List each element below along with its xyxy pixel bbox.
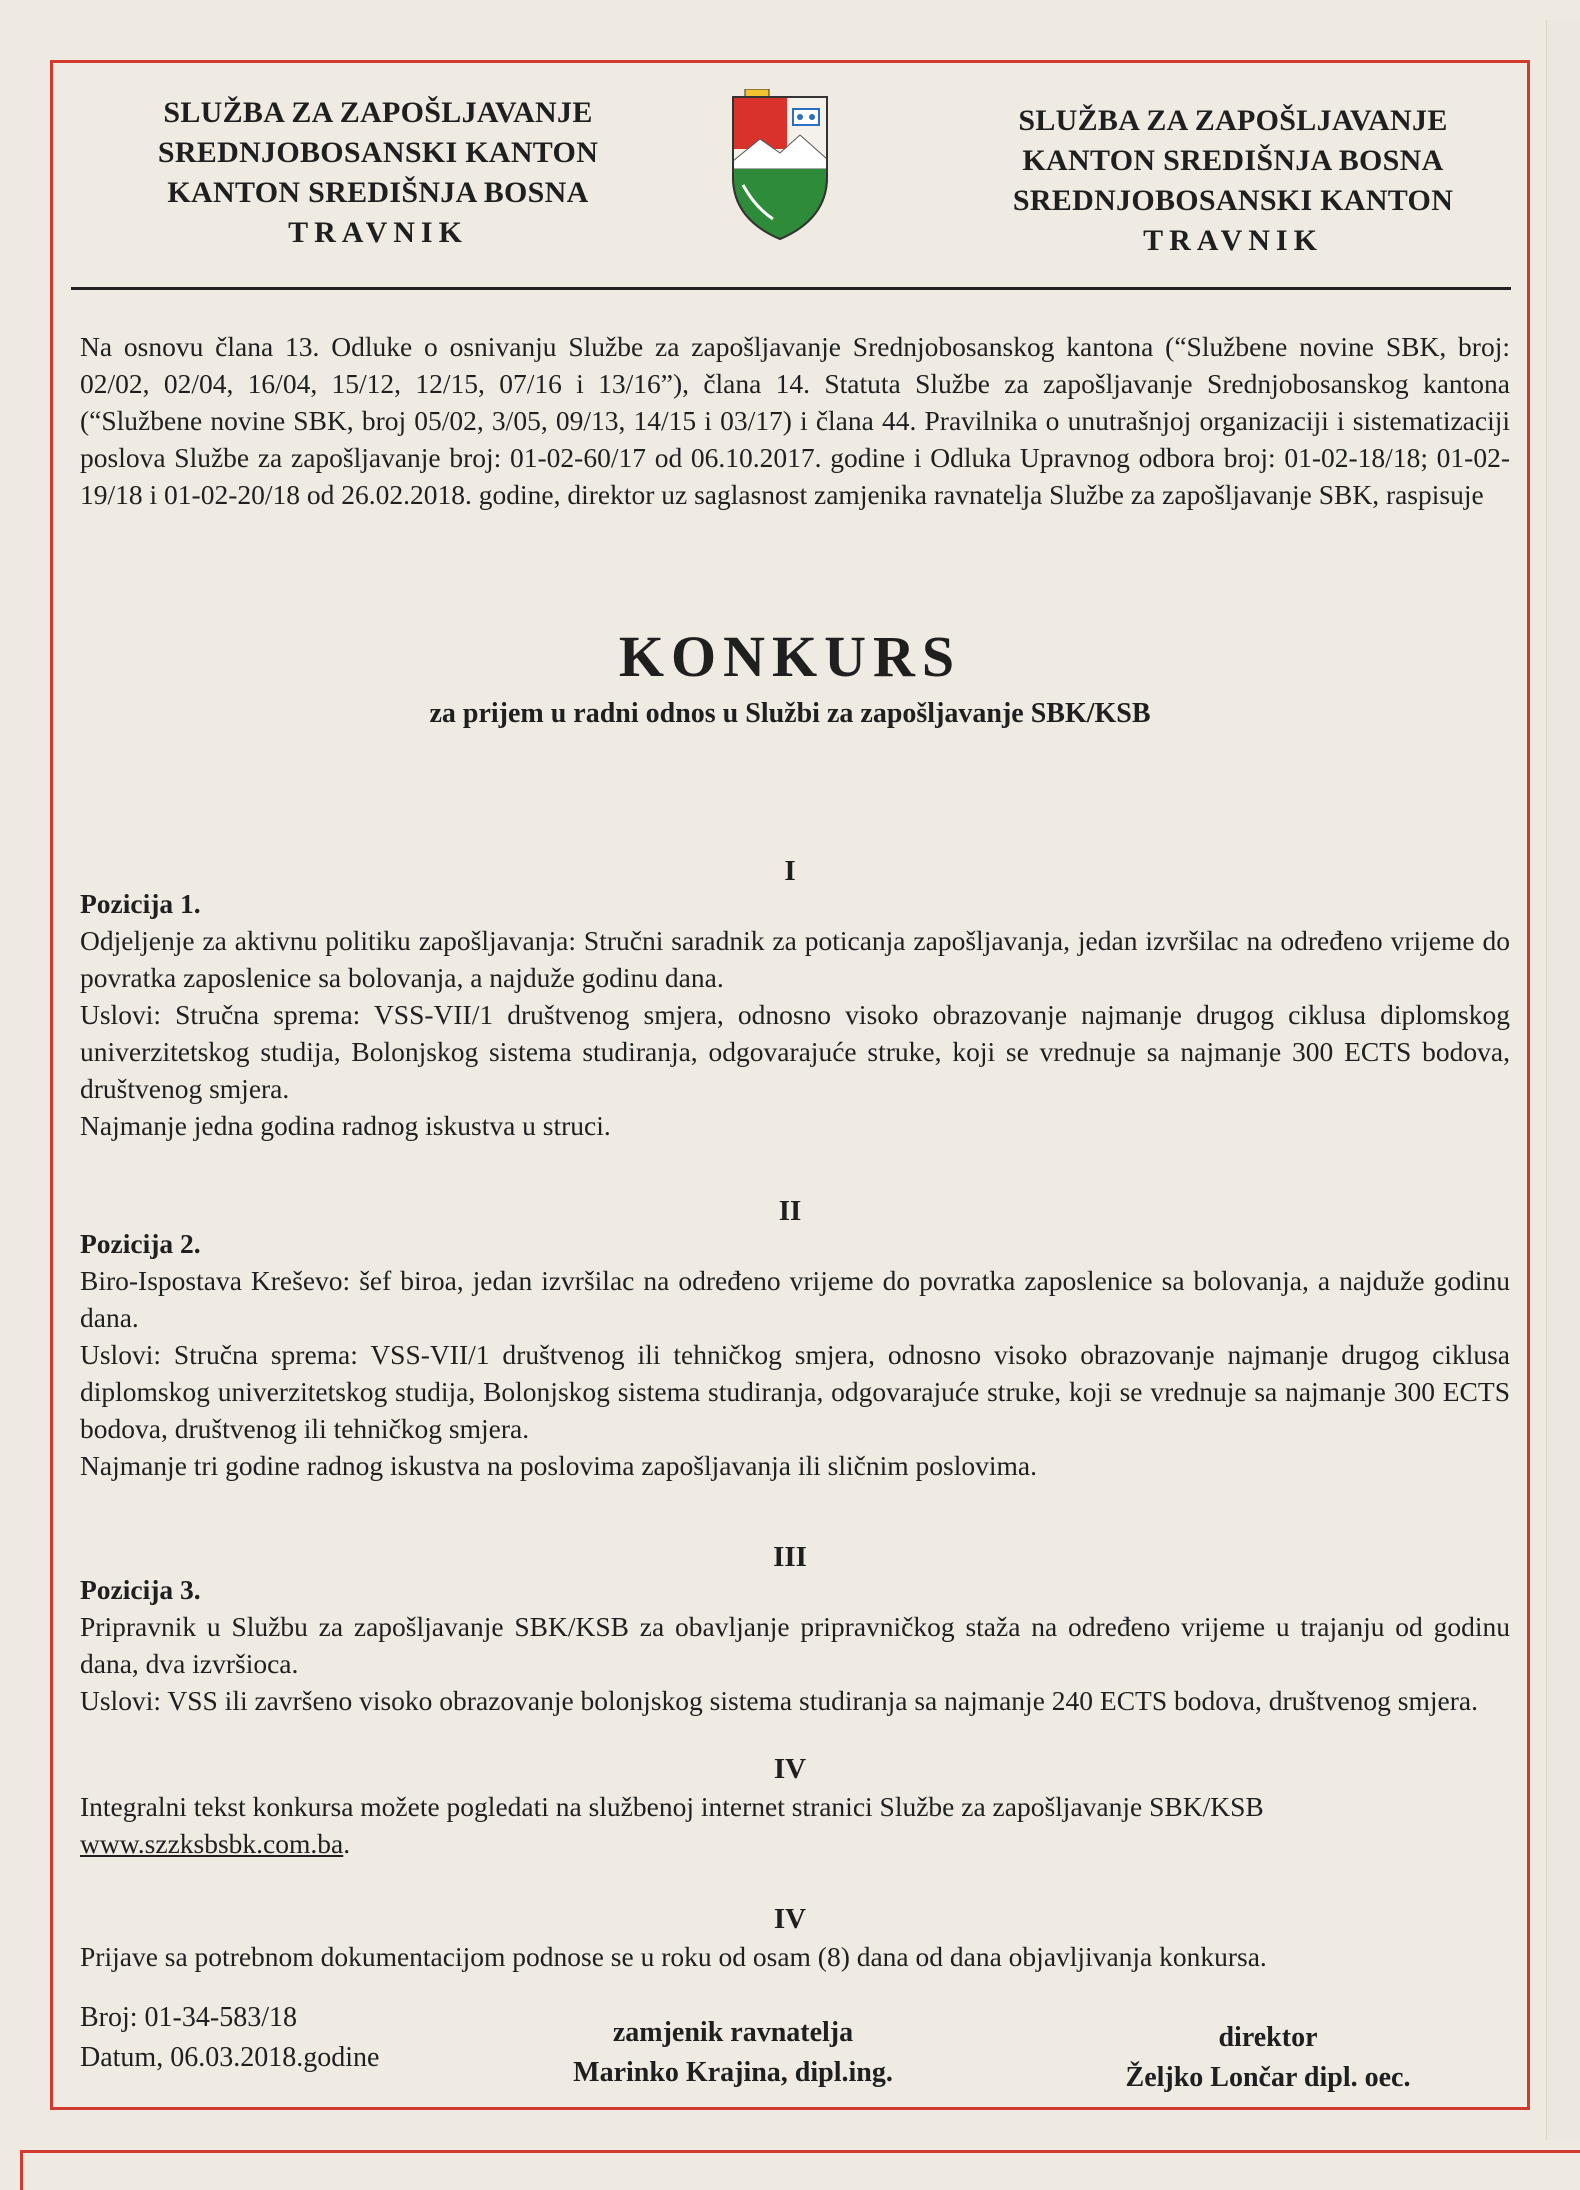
section-numeral-2: II (778, 1195, 802, 1227)
position-1-heading: Pozicija 1. (80, 888, 201, 919)
section-application-deadline: Prijave sa potrebnom dokumentacijom podnose se u roku od osam (8) dana od dana objavljivanja konkursa. (80, 1941, 1267, 1972)
intro-paragraph: Na osnovu člana 13. Odluke o osnivanju Službe za zapošljavanje Srednjobosanskog kantona (“Službene novine SBK, broj: 02/02, 02/04, 16/04, 15/12, 12/15, 07/16 i 13/16”), člana 14. Statuta Službe za zapošljavanje Srednjobosanskog kantona (“Službene novine SBK, broj 05/02, 3/05, 09/13, 14/15 i 03/17) i člana 44. Pravilnika o unutrašnjoj organizaciji i sistematizaciji poslova Službe za zapošljavanje broj: 01-02-60/17 od 06.10.2017. godine i Odluka Upravnog odbora broj: 01-02-18/18; 01-02-19/18 i 01-02-20/18 od 26.02.2018. godine, direktor uz saglasnost zamjenika ravnatelja Službe za zapošljavanje SBK, raspisuje (80, 331, 1510, 510)
header-left-city: TRAVNIK (288, 216, 468, 249)
section-website (80, 1788, 1510, 1862)
reference-date: Datum, 06.03.2018.godine (80, 2042, 380, 2073)
section-numeral-5: IV (773, 1903, 807, 1935)
director-signature (1088, 2018, 1448, 2098)
header-right-line3: SREDNJOBOSANSKI KANTON (1012, 184, 1454, 217)
header (53, 63, 1527, 278)
section-numeral-3: III (773, 1541, 807, 1573)
position-2-requirements: Uslovi: Stručna sprema: VSS-VII/1 društvenog ili tehničkog smjera, odnosno visoko obrazovanje najmanje drugog ciklusa diplomskog univerzitetskog studija, Bolonjskog sistema studiranja, odgovarajuće struke, koji se vrednuje sa najmanje 300 ECTS bodova, društvenog ili tehničkog smjera. (80, 1339, 1510, 1444)
director-title: direktor (1218, 2022, 1318, 2053)
position-3-heading: Pozicija 3. (80, 1574, 201, 1605)
position-1-description: Odjeljenje za aktivnu politiku zapošljavanja: Stručni saradnik za poticanja zapošljavanja, jedan izvršilac na određeno vrijeme do povratka zaposlenice sa bolovanja, a najduže godinu dana. (80, 925, 1510, 993)
header-right-block (953, 101, 1513, 261)
director-name: Željko Lončar dipl. oec. (1125, 2062, 1411, 2093)
reference-number: Broj: 01-34-583/18 (80, 2002, 297, 2033)
header-left-line3: KANTON SREDIŠNJA BOSNA (167, 176, 589, 209)
section-position-1 (80, 885, 1510, 1144)
advertisement-frame (50, 60, 1530, 2110)
section-numeral-1: I (784, 855, 796, 887)
adjacent-page-strip (1546, 20, 1580, 2140)
header-right-line1: SLUŽBA ZA ZAPOŠLJAVANJE (1018, 104, 1448, 137)
header-divider (71, 287, 1511, 290)
section-numeral-4: IV (773, 1753, 807, 1785)
header-left-line2: SREDNJOBOSANSKI KANTON (157, 136, 599, 169)
section-position-3 (80, 1571, 1510, 1719)
document-title: KONKURS (618, 624, 962, 689)
position-2-description: Biro-Ispostava Kreševo: šef biroa, jedan izvršilac na određeno vrijeme do povratka zaposlenice sa bolovanja, a najduže godinu dana. (80, 1265, 1510, 1333)
position-2-experience: Najmanje tri godine radnog iskustva na poslovima zapošljavanja ili sličnim poslovima. (80, 1450, 1037, 1481)
position-1-requirements: Uslovi: Stručna sprema: VSS-VII/1 društvenog smjera, odnosno visoko obrazovanje najmanje drugog ciklusa diplomskog univerzitetskog studija, Bolonjskog sistema studiranja, odgovarajuće struke, koji se vrednuje sa najmanje 300 ECTS bodova, društvenog smjera. (80, 999, 1510, 1104)
website-text: Integralni tekst konkursa možete pogledati na službenoj internet stranici Službe za zapošljavanje SBK/KSB (80, 1791, 1264, 1822)
position-2-heading: Pozicija 2. (80, 1228, 201, 1259)
reference-block (80, 1998, 379, 2078)
header-left-block (98, 93, 658, 253)
deputy-signature (533, 2013, 933, 2093)
deputy-name: Marinko Krajina, dipl.ing. (573, 2057, 893, 2088)
section-position-2 (80, 1225, 1510, 1484)
header-right-line2: KANTON SREDIŠNJA BOSNA (1022, 144, 1444, 177)
website-link-suffix: . (343, 1828, 351, 1859)
position-3-description: Pripravnik u Službu za zapošljavanje SBK/KSB za obavljanje pripravničkog staža na određeno vrijeme u trajanju od godinu dana, dva izvršioca. (80, 1611, 1510, 1679)
header-right-city: TRAVNIK (1143, 224, 1323, 257)
position-1-experience: Najmanje jedna godina radnog iskustva u struci. (80, 1110, 611, 1141)
coat-of-arms-icon (725, 89, 835, 244)
position-3-requirements: Uslovi: VSS ili završeno visoko obrazovanje bolonjskog sistema studiranja sa najmanje 240 ECTS bodova, društvenog smjera. (80, 1685, 1478, 1716)
website-link[interactable]: www.szzksbsbk.com.ba (80, 1828, 344, 1859)
deputy-title: zamjenik ravnatelja (612, 2017, 854, 2048)
header-left-line1: SLUŽBA ZA ZAPOŠLJAVANJE (163, 96, 593, 129)
next-ad-frame (20, 2150, 1580, 2190)
document-subtitle: za prijem u radni odnos u Službi za zapošljavanje SBK/KSB (429, 698, 1151, 729)
